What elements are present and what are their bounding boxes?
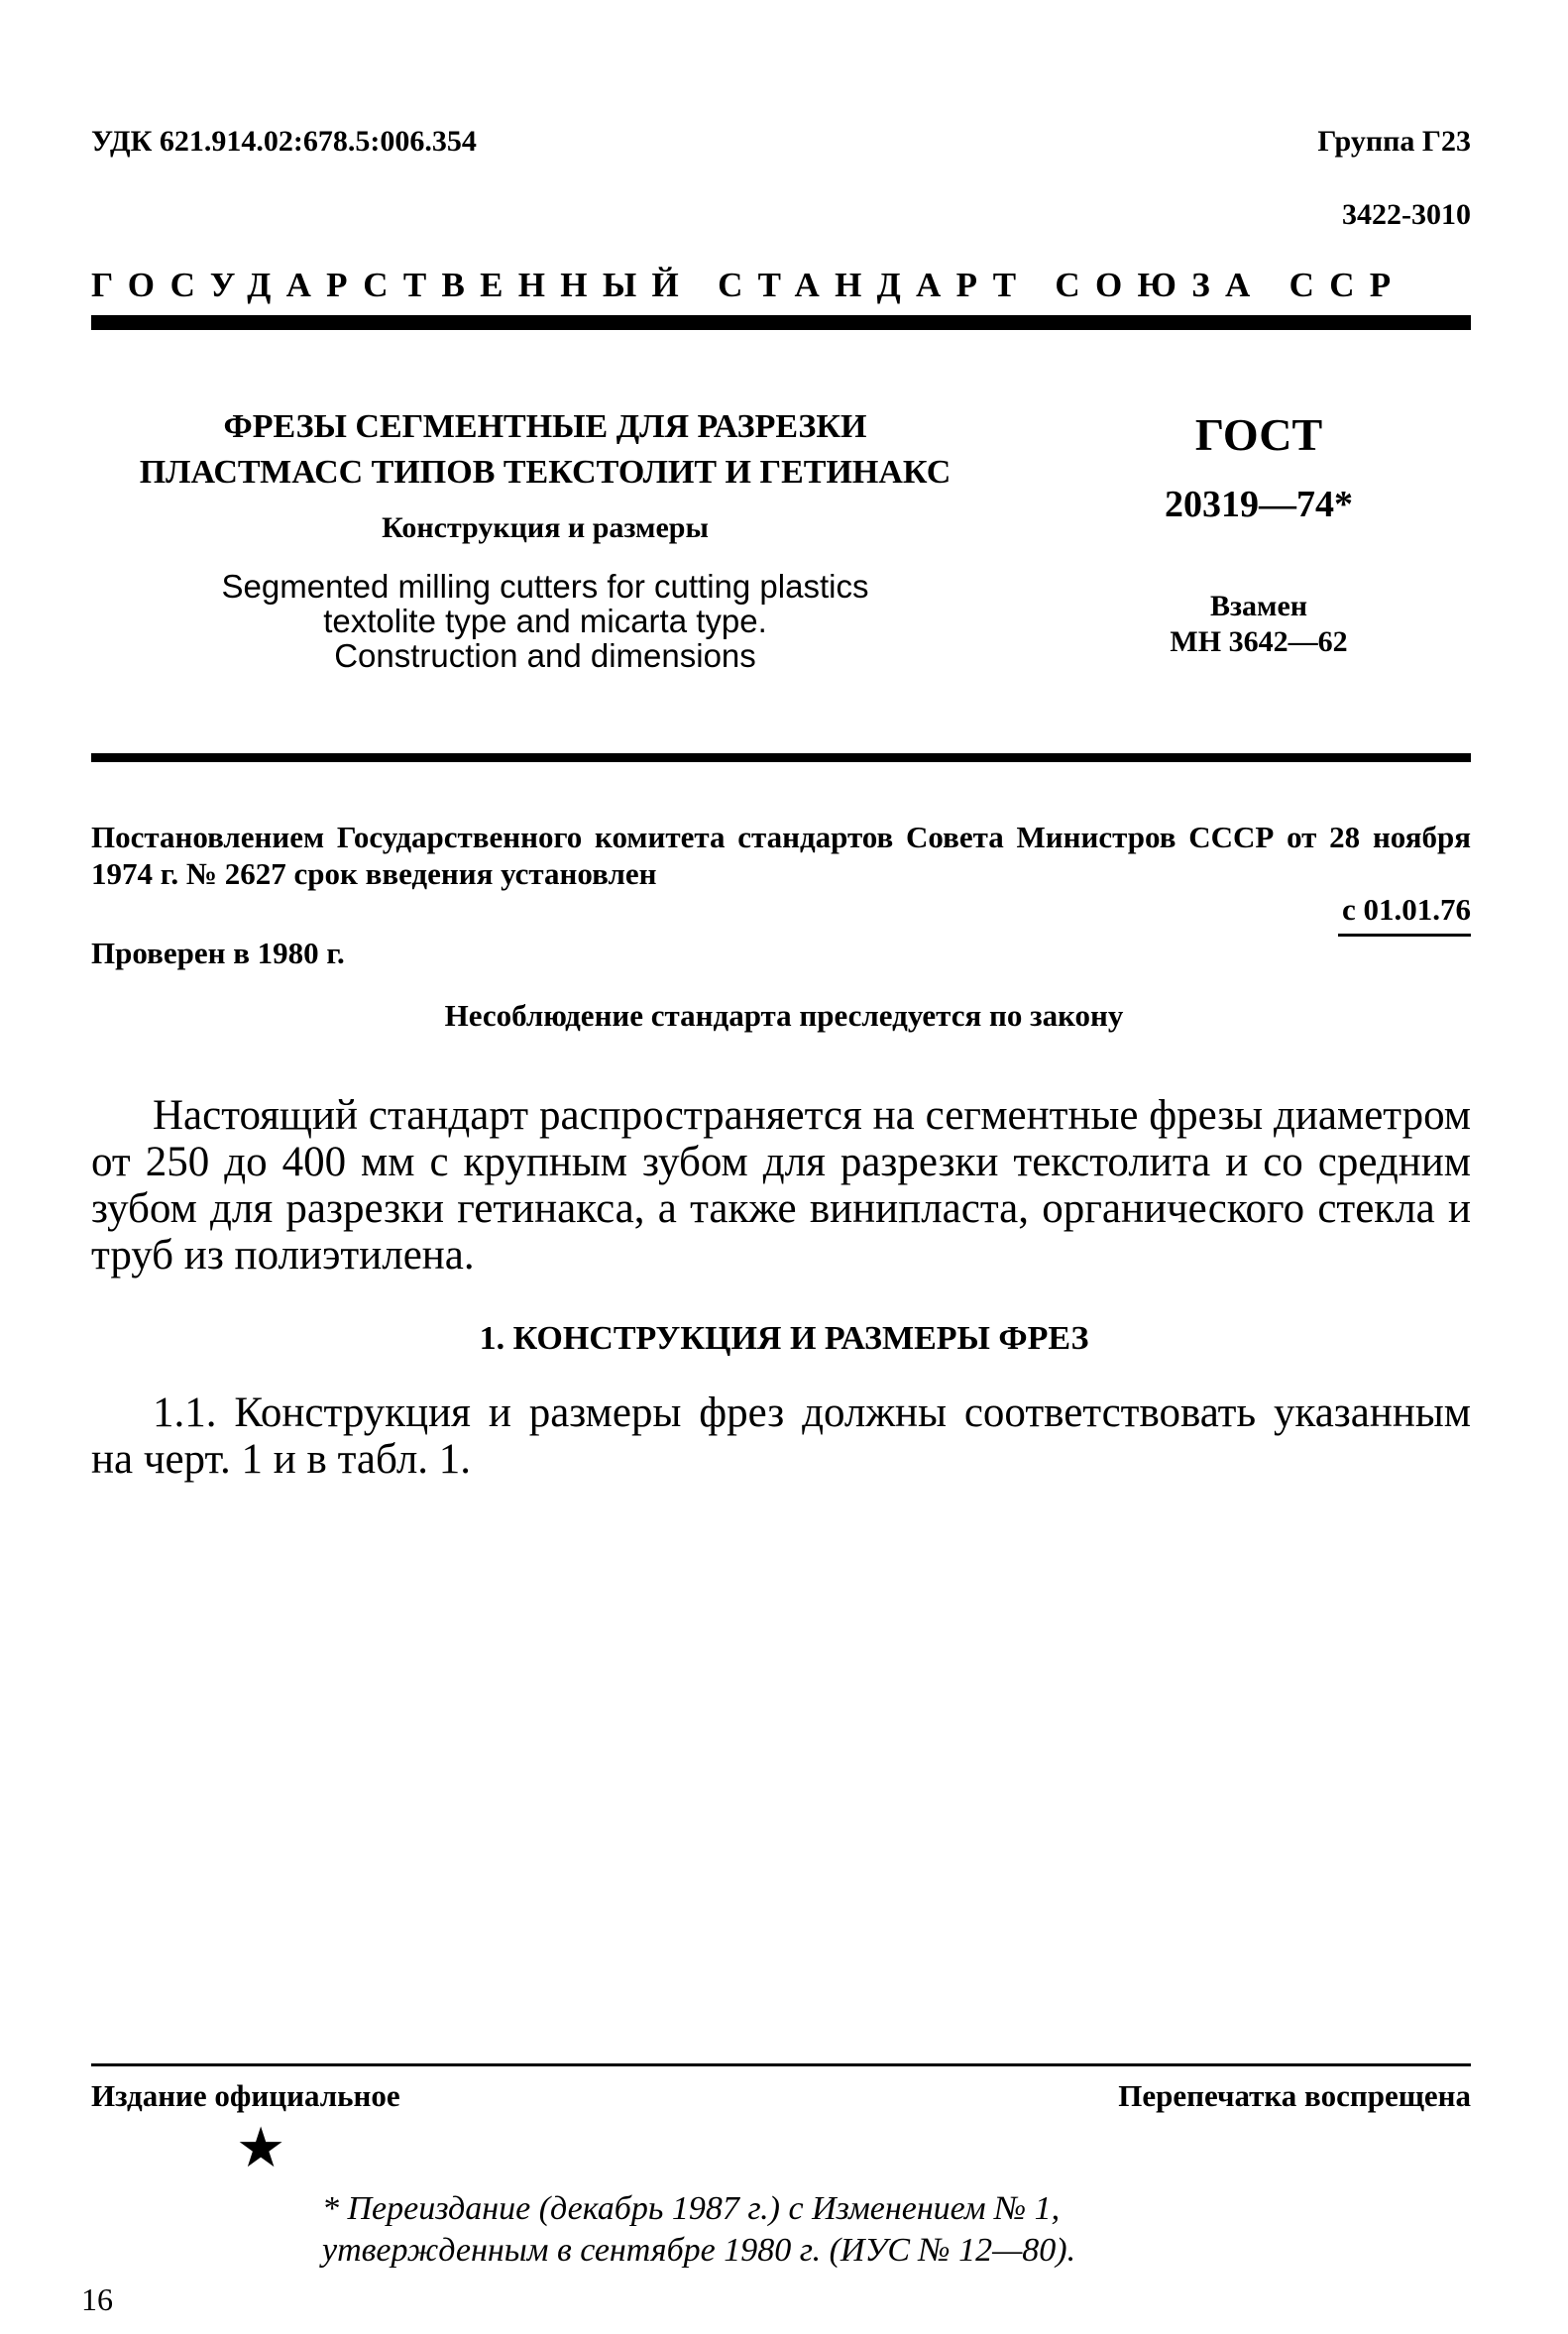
gost-label: ГОСТ [1194, 409, 1323, 460]
udk-code: УДК 621.914.02:678.5:006.354 [91, 125, 477, 158]
title-bottom-rule [91, 753, 1471, 762]
checked-year: Проверен в 1980 г. [91, 936, 345, 970]
title-ru-line2: ПЛАСТМАСС ТИПОВ ТЕКСТОЛИТ И ГЕТИНАКС [139, 454, 952, 491]
gost-number: 20319—74* [1165, 484, 1353, 525]
official-edition-label: Издание официальное [91, 2078, 400, 2113]
title-en-line3: Construction and dimensions [334, 637, 756, 674]
intro-paragraph: Настоящий стандарт распространяется на сегментные фрезы диаметром от 250 до 400 мм с крупным зубом для разрезки текстолита и со средним зубом для разрезки гетинакса, а также винипласта, органического стекла и труб из полиэтилена. [91, 1092, 1471, 1278]
replace-label: Взамен [1209, 590, 1308, 622]
title-block [99, 404, 991, 673]
clause-1-1: 1.1. Конструкция и размеры фрез должны соответствовать указанным на черт. 1 и в табл. 1. [91, 1389, 1471, 1483]
footnote-line1: * Переиздание (декабрь 1987 г.) с Изменением № 1, [322, 2190, 1061, 2227]
footnote-line2: утвержденным в сентябре 1980 г. (ИУС № 12—80). [322, 2232, 1076, 2269]
footer-rule [91, 2063, 1471, 2066]
reissue-footnote [322, 2188, 1075, 2272]
page-number: 16 [81, 2281, 113, 2317]
effective-date: с 01.01.76 [1338, 892, 1471, 937]
classification-code: 3422-3010 [1342, 198, 1471, 231]
section-heading: 1. КОНСТРУКЦИЯ И РАЗМЕРЫ ФРЕЗ [479, 1320, 1089, 1357]
header-thick-rule [91, 315, 1471, 330]
subtitle-ru: Конструкция и размеры [382, 511, 709, 544]
state-standard-banner: ГОСУДАРСТВЕННЫЙ СТАНДАРТ СОЮЗА ССР [91, 266, 1406, 304]
title-en-line1: Segmented milling cutters for cutting plastics [221, 568, 869, 605]
group-code: Группа Г23 [1317, 125, 1471, 158]
title-en-line2: textolite type and micarta type. [323, 603, 767, 639]
title-ru-line1: ФРЕЗЫ СЕГМЕНТНЫЕ ДЛЯ РАЗРЕЗКИ [223, 408, 867, 445]
star-icon: ★ [236, 2116, 286, 2180]
decree-text: Постановлением Государственного комитета стандартов Совета Министров СССР от 28 ноября 1974 г. № 2627 срок введения установлен [91, 820, 1471, 891]
gost-block [1090, 408, 1427, 659]
reprint-prohibited-label: Перепечатка воспрещена [1118, 2078, 1471, 2113]
title-en [99, 569, 991, 673]
law-notice: Несоблюдение стандарта преследуется по закону [444, 998, 1124, 1033]
replace-code: МН 3642—62 [1170, 625, 1348, 658]
